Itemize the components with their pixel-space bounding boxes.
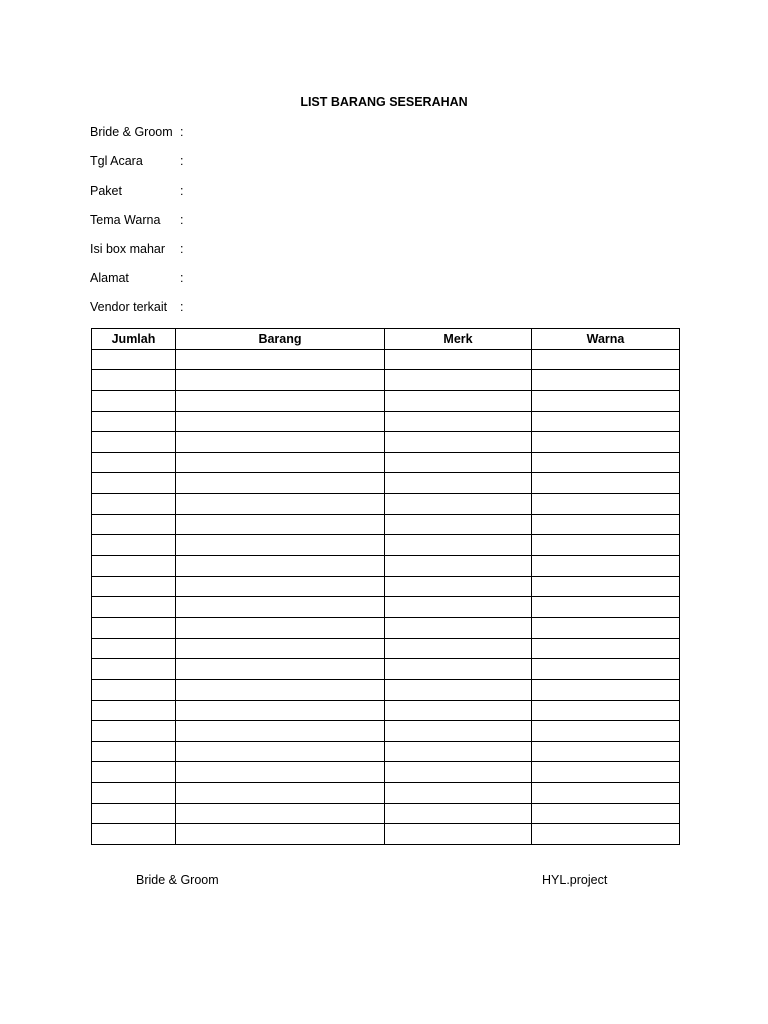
table-cell xyxy=(532,556,680,577)
table-cell xyxy=(92,432,176,453)
table-cell xyxy=(176,452,385,473)
table-cell xyxy=(532,370,680,391)
field-label: Isi box mahar xyxy=(90,242,166,256)
table-cell xyxy=(176,638,385,659)
table-cell xyxy=(532,700,680,721)
table-cell xyxy=(176,494,385,515)
table-cell xyxy=(176,535,385,556)
table-cell xyxy=(532,638,680,659)
table-cell xyxy=(532,721,680,742)
table-cell xyxy=(385,473,532,494)
table-row xyxy=(92,370,680,391)
table-cell xyxy=(532,762,680,783)
table-cell xyxy=(385,370,532,391)
table-cell xyxy=(385,452,532,473)
signature-bride-groom: Bride & Groom xyxy=(136,873,219,887)
table-cell xyxy=(385,679,532,700)
table-cell xyxy=(532,576,680,597)
field-colon: : xyxy=(180,184,184,198)
table-cell xyxy=(176,473,385,494)
table-cell xyxy=(176,721,385,742)
seserahan-table xyxy=(91,328,680,845)
table-cell xyxy=(176,390,385,411)
table-row xyxy=(92,556,680,577)
table-row xyxy=(92,824,680,845)
table-cell xyxy=(92,700,176,721)
table-row xyxy=(92,638,680,659)
table-cell xyxy=(176,514,385,535)
table-cell xyxy=(385,514,532,535)
table-cell xyxy=(92,349,176,370)
table-body xyxy=(92,349,680,844)
table-cell xyxy=(532,535,680,556)
table-cell xyxy=(92,411,176,432)
table-row xyxy=(92,349,680,370)
table-cell xyxy=(176,432,385,453)
field-label: Tema Warna xyxy=(90,213,161,227)
table-row xyxy=(92,432,680,453)
table-cell xyxy=(385,597,532,618)
table-cell xyxy=(532,473,680,494)
table-cell xyxy=(385,576,532,597)
table-cell xyxy=(385,700,532,721)
table-cell xyxy=(92,494,176,515)
table-cell xyxy=(385,803,532,824)
field-label: Bride & Groom xyxy=(90,125,173,139)
table-cell xyxy=(176,741,385,762)
table-cell xyxy=(532,349,680,370)
table-row xyxy=(92,390,680,411)
table-cell xyxy=(532,659,680,680)
field-label: Paket xyxy=(90,184,122,198)
table-cell xyxy=(92,597,176,618)
table-cell xyxy=(176,824,385,845)
column-header-barang: Barang xyxy=(176,329,385,350)
table-cell xyxy=(92,679,176,700)
table-cell xyxy=(532,432,680,453)
table-row xyxy=(92,721,680,742)
table-cell xyxy=(532,741,680,762)
page-title: LIST BARANG SESERAHAN xyxy=(300,95,468,109)
table-row xyxy=(92,514,680,535)
table-cell xyxy=(385,617,532,638)
table-row xyxy=(92,494,680,515)
table-row xyxy=(92,535,680,556)
table-header-row xyxy=(92,329,680,350)
table-cell xyxy=(176,411,385,432)
table-cell xyxy=(92,576,176,597)
table-cell xyxy=(385,741,532,762)
table-cell xyxy=(532,452,680,473)
table-cell xyxy=(532,411,680,432)
table-cell xyxy=(385,411,532,432)
signature-hyl-project: HYL.project xyxy=(542,873,608,887)
table-cell xyxy=(92,473,176,494)
table-cell xyxy=(92,824,176,845)
table-cell xyxy=(176,617,385,638)
table-cell xyxy=(92,783,176,804)
table-cell xyxy=(176,700,385,721)
table-row xyxy=(92,659,680,680)
field-label: Tgl Acara xyxy=(90,154,143,168)
table-cell xyxy=(176,556,385,577)
table-cell xyxy=(92,390,176,411)
table-cell xyxy=(176,576,385,597)
field-colon: : xyxy=(180,300,184,314)
column-header-warna: Warna xyxy=(532,329,680,350)
table-cell xyxy=(385,824,532,845)
field-label: Vendor terkait xyxy=(90,300,168,314)
table-cell xyxy=(92,659,176,680)
table-cell xyxy=(92,638,176,659)
table-cell xyxy=(385,432,532,453)
table-cell xyxy=(532,617,680,638)
table-cell xyxy=(92,556,176,577)
table-cell xyxy=(92,721,176,742)
table-cell xyxy=(385,349,532,370)
table-cell xyxy=(385,535,532,556)
table-cell xyxy=(385,390,532,411)
table-cell xyxy=(176,679,385,700)
table-cell xyxy=(92,803,176,824)
table-row xyxy=(92,679,680,700)
field-colon: : xyxy=(180,242,184,256)
table-row xyxy=(92,783,680,804)
table-row xyxy=(92,803,680,824)
table-cell xyxy=(532,390,680,411)
table-cell xyxy=(176,783,385,804)
table-cell xyxy=(532,803,680,824)
column-header-merk: Merk xyxy=(385,329,532,350)
table-cell xyxy=(532,494,680,515)
column-header-jumlah: Jumlah xyxy=(92,329,176,350)
field-colon: : xyxy=(180,213,184,227)
table-row xyxy=(92,617,680,638)
table-row xyxy=(92,452,680,473)
table-cell xyxy=(176,762,385,783)
table-cell xyxy=(92,762,176,783)
table-cell xyxy=(532,824,680,845)
table-cell xyxy=(176,659,385,680)
table-cell xyxy=(385,783,532,804)
table-row xyxy=(92,473,680,494)
table-cell xyxy=(176,803,385,824)
field-colon: : xyxy=(180,271,184,285)
table-row xyxy=(92,411,680,432)
table-row xyxy=(92,700,680,721)
table-cell xyxy=(92,514,176,535)
table-cell xyxy=(176,349,385,370)
field-colon: : xyxy=(180,154,184,168)
table-cell xyxy=(92,370,176,391)
table-row xyxy=(92,762,680,783)
table-cell xyxy=(532,514,680,535)
table-cell xyxy=(532,597,680,618)
table-cell xyxy=(385,762,532,783)
table-cell xyxy=(385,494,532,515)
table-cell xyxy=(176,597,385,618)
field-colon: : xyxy=(180,125,184,139)
table-cell xyxy=(385,556,532,577)
table-cell xyxy=(385,659,532,680)
table-cell xyxy=(385,638,532,659)
table-cell xyxy=(532,679,680,700)
table-cell xyxy=(92,452,176,473)
table-row xyxy=(92,576,680,597)
table-cell xyxy=(176,370,385,391)
table-row xyxy=(92,741,680,762)
field-label: Alamat xyxy=(90,271,129,285)
table-cell xyxy=(92,617,176,638)
table-cell xyxy=(385,721,532,742)
table-row xyxy=(92,597,680,618)
table-cell xyxy=(92,535,176,556)
table-cell xyxy=(532,783,680,804)
table-cell xyxy=(92,741,176,762)
